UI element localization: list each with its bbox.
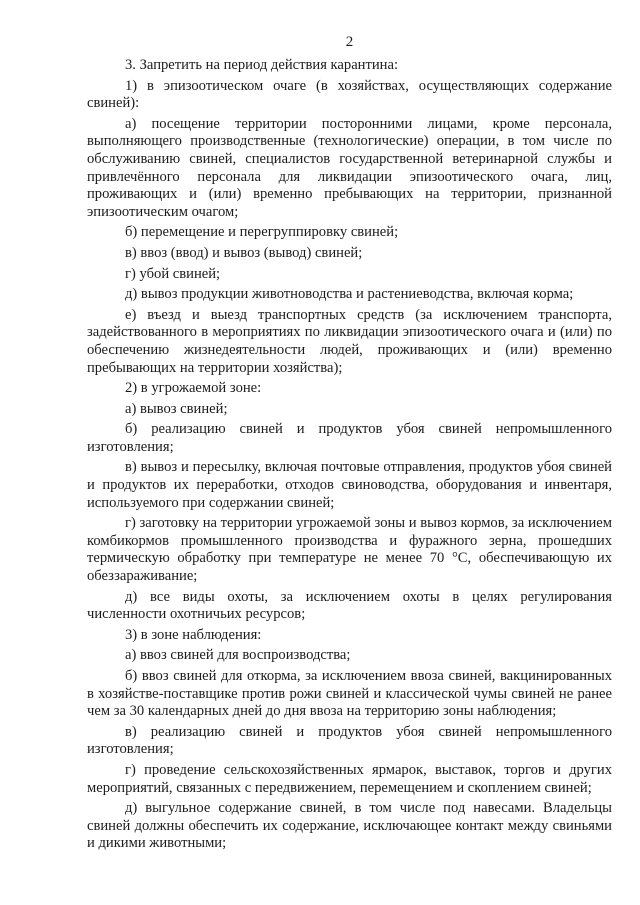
paragraph-2v: в) вывоз и пересылку, включая почтовые отправления, продуктов убоя свиней и продуктов их переработки, отходов свиноводства, оборудования и инвентаря, используемого при содержании свиней;	[87, 459, 612, 511]
paragraph-3g: г) проведение сельскохозяйственных ярмарок, выставок, торгов и других мероприятий, связанных с передвижением, перемещением и скоплением свиней;	[87, 761, 612, 796]
paragraph-3a: а) ввоз свиней для воспроизводства;	[125, 647, 351, 664]
paragraph-1b: б) перемещение и перегруппировку свиней;	[125, 224, 399, 241]
paragraph-1g: г) убой свиней;	[125, 265, 221, 282]
paragraph-1e: е) въезд и выезд транспортных средств (за исключением транспорта, задействованного в мероприятиях по ликвидации эпизоотического очага и (или) по обеспечению жизнедеятельности людей, проживающих и (или) временно пребывающих на территории хозяйства);	[87, 306, 612, 376]
paragraph-threatened-zone: 2) в угрожаемой зоне:	[125, 380, 262, 397]
paragraph-outbreak-focus: 1) в эпизоотическом очаге (в хозяйствах, осуществляющих содержание свиней):	[87, 77, 612, 112]
page-number: 2	[345, 34, 354, 50]
paragraph-2d: д) все виды охоты, за исключением охоты в целях регулирования численности охотничьих ресурсов;	[87, 588, 612, 623]
paragraph-3v: в) реализацию свиней и продуктов убоя свиней непромышленного изготовления;	[87, 723, 612, 758]
paragraph-quarantine-prohibitions: 3. Запретить на период действия карантина:	[125, 57, 399, 73]
paragraph-observation-zone: 3) в зоне наблюдения:	[125, 626, 262, 643]
paragraph-3b: б) ввоз свиней для откорма, за исключением ввоза свиней, вакцинированных в хозяйстве-поставщике против рожи свиней и классической чумы свиней не ранее чем за 30 календарных дней до дня ввоза на территорию зоны наблюдения;	[87, 668, 612, 720]
paragraph-2b: б) реализацию свиней и продуктов убоя свиней непромышленного изготовления;	[87, 421, 612, 455]
paragraph-1d: д) вывоз продукции животноводства и растениеводства, включая корма;	[125, 286, 574, 303]
paragraph-3d: д) выгульное содержание свиней, в том числе под навесами. Владельцы свиней должны обеспечить их содержание, исключающее контакт между свиньями и дикими животными;	[87, 800, 612, 852]
paragraph-1a: а) посещение территории посторонними лицами, кроме персонала, выполняющего производственные (технологические) операции, в том числе по обслуживанию свиней, специалистов государственной ветеринарной службы и привлечённого персонала для ликвидации эпизоотического очага, лиц, проживающих и (или) временно пребывающих на территории, признанной эпизоотическим очагом;	[87, 115, 612, 220]
paragraph-2a: а) вывоз свиней;	[125, 400, 228, 417]
paragraph-1v: в) ввоз (ввод) и вывоз (вывод) свиней;	[125, 244, 363, 261]
paragraph-2g: г) заготовку на территории угрожаемой зоны и вывоз кормов, за исключением комбикормов промышленного производства и фуражного зерна, прошедших термическую обработку при температуре не менее 70 °С, обеспечивающую их обеззараживание;	[87, 515, 612, 585]
